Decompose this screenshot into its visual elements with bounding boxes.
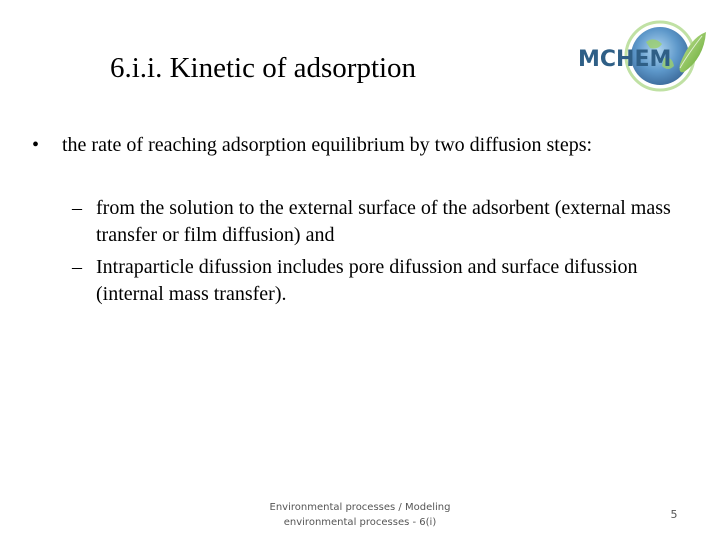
page-number: 5 [670, 508, 678, 521]
footer-line-1: Environmental processes / Modeling [269, 502, 451, 513]
mchem-logo [576, 18, 706, 98]
footer-caption [230, 500, 490, 530]
slide-title: 6.i.i. Kinetic of adsorption [110, 52, 417, 84]
footer-line-2: environmental processes - 6(i) [283, 517, 437, 528]
sub-bullet-1-text: from the solution to the external surface of the adsorbent (external mass transfer or film diffusion) and [96, 197, 671, 246]
bullet-marker: • [32, 134, 40, 156]
mchem-logo-graphic [576, 18, 706, 98]
sub-bullet-dash: – [72, 256, 82, 278]
sub-bullet-dash: – [72, 197, 82, 219]
main-bullet-text: the rate of reaching adsorption equilibrium by two diffusion steps: [62, 134, 593, 156]
mchem-logo-text: MCHEM [578, 47, 672, 72]
sub-bullet-2-text: Intraparticle difussion includes pore difussion and surface difussion (internal mass transfer). [96, 256, 638, 305]
